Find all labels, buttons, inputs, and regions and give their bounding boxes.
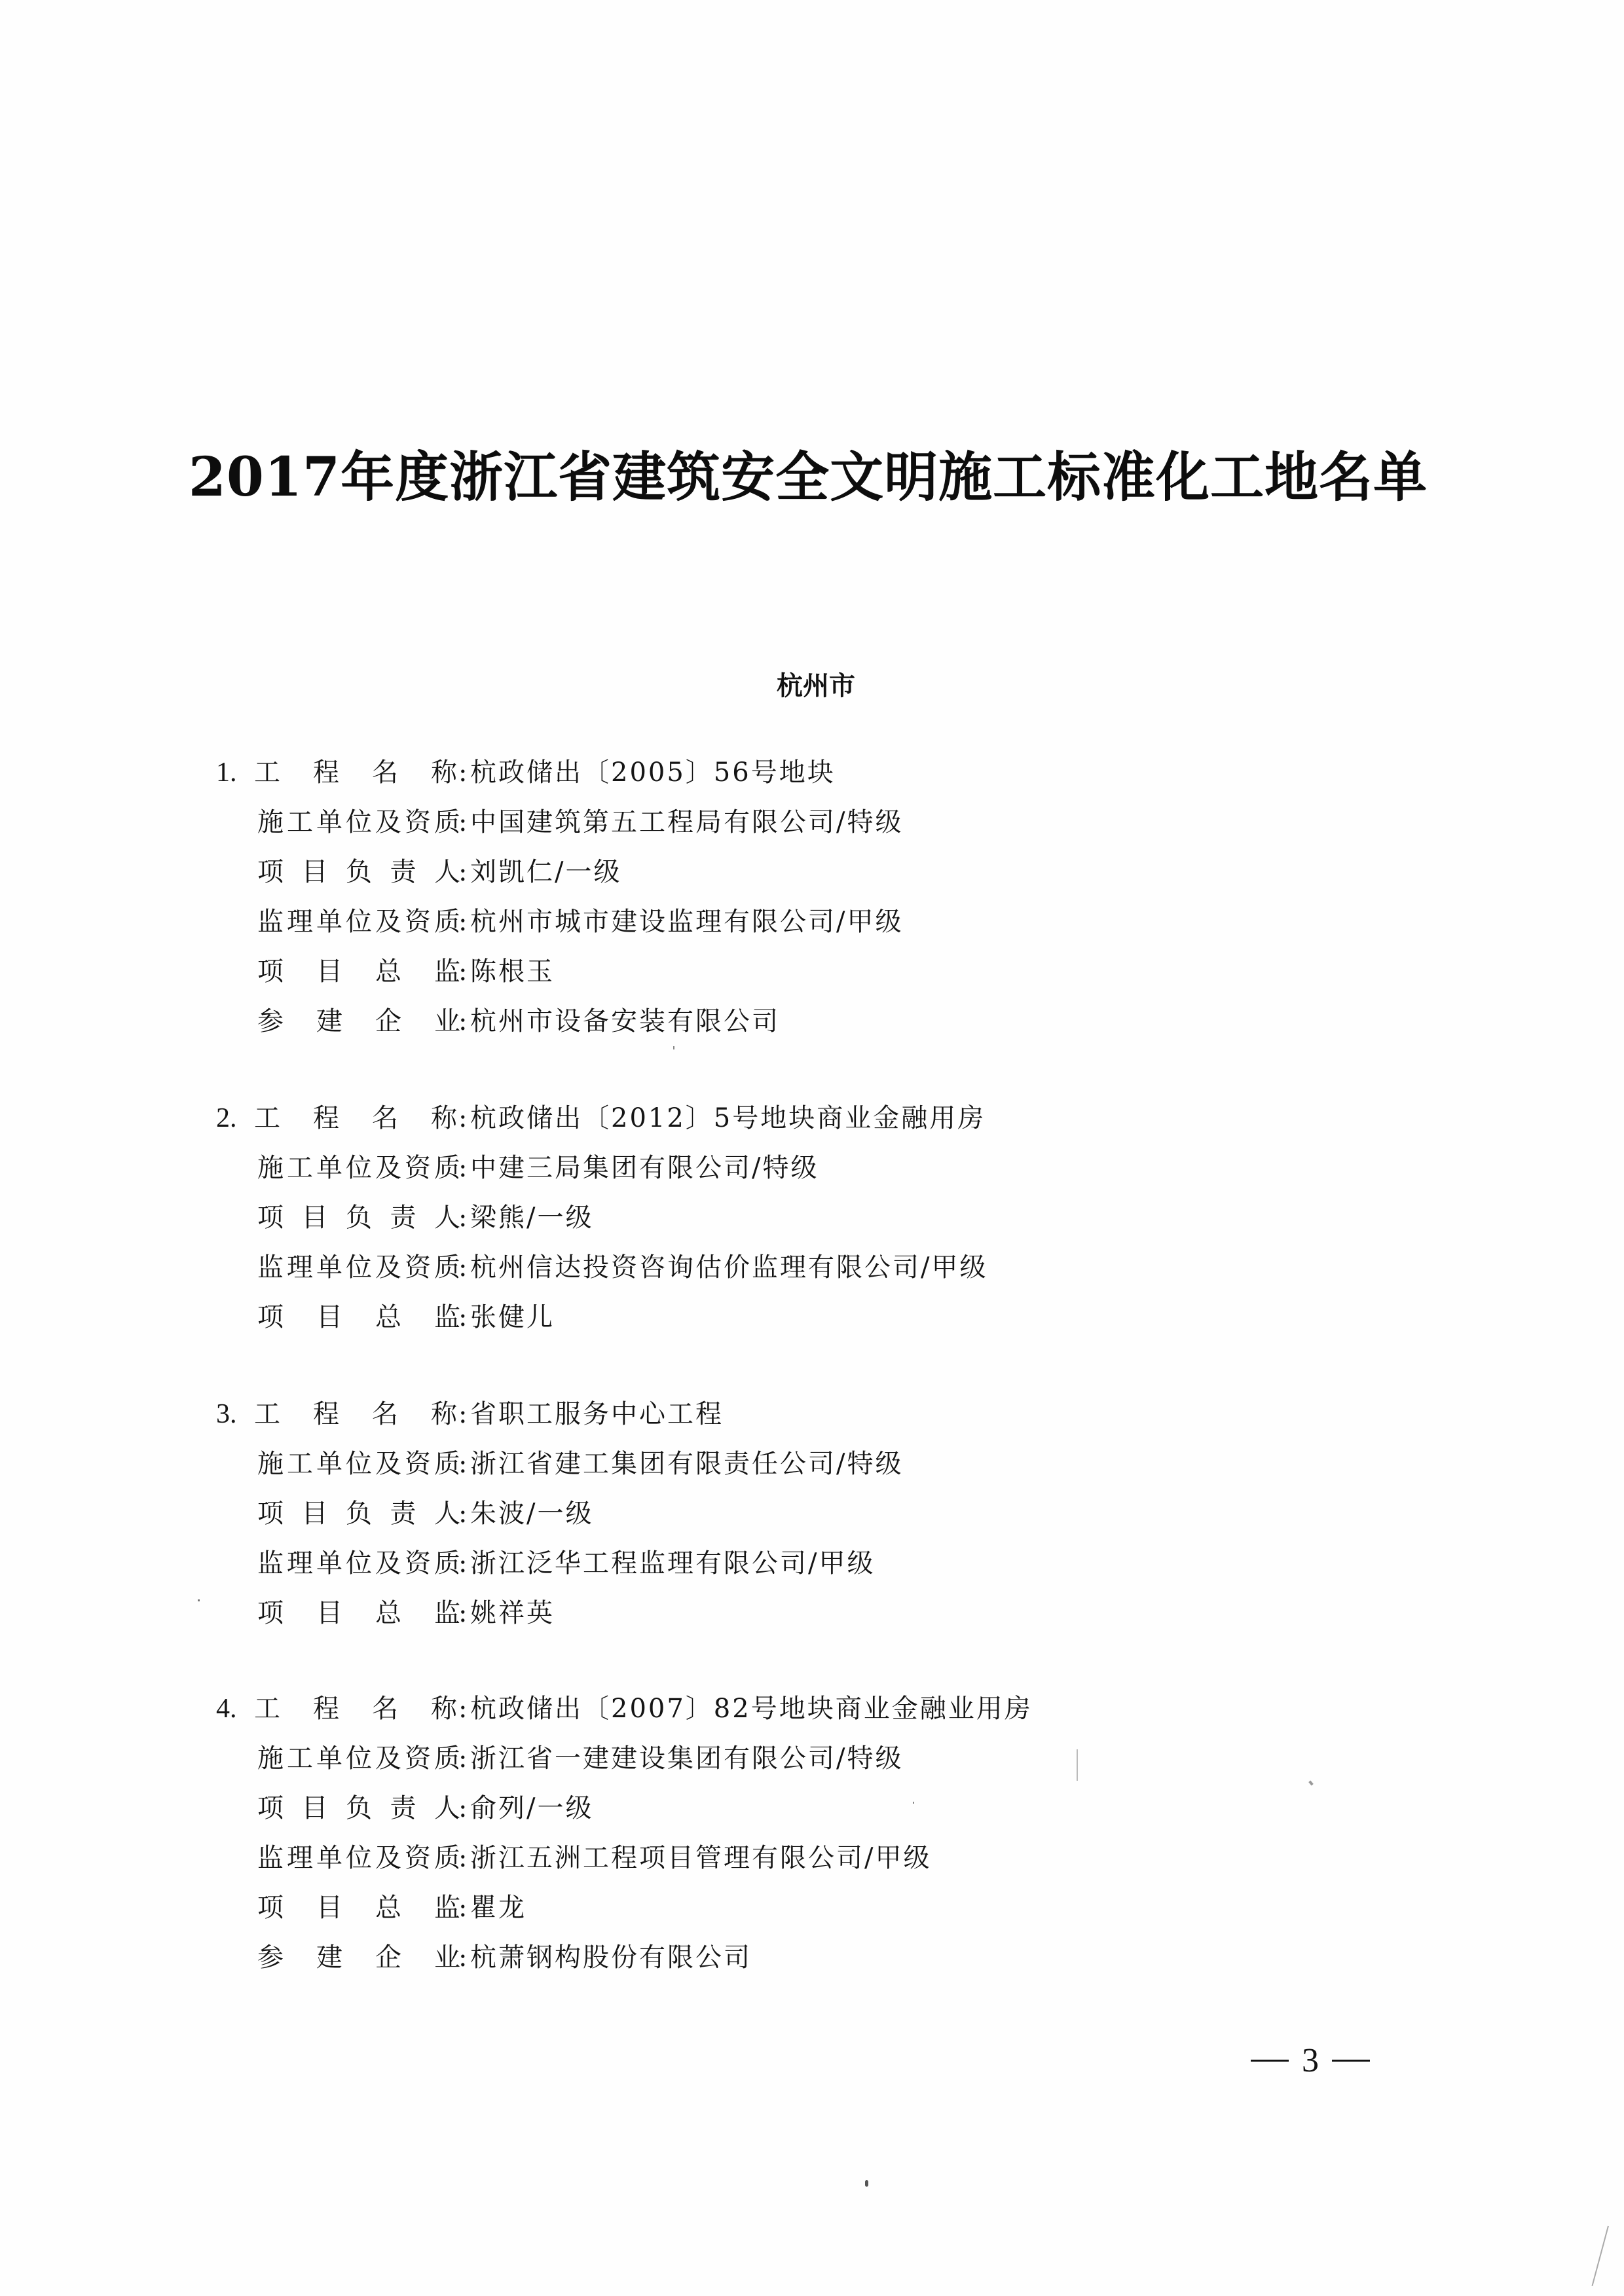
colon: :	[458, 1793, 468, 1823]
colon: :	[458, 807, 468, 837]
chief-supervisor-label: 项 目 总 监	[257, 957, 460, 987]
scan-mark	[198, 1599, 200, 1601]
supervisor-unit-label: 监 理 单 位 及 资 质	[257, 1252, 460, 1283]
project-name-value: 省职工服务中心工程	[470, 1399, 724, 1429]
contractor-label: 施 工 单 位 及 资 质	[257, 807, 460, 837]
colon: :	[458, 1694, 468, 1724]
scan-mark	[1077, 1749, 1078, 1781]
contractor-label: 施 工 单 位 及 资 质	[257, 1153, 460, 1183]
contractor-label: 施 工 单 位 及 资 质	[257, 1449, 460, 1479]
supervisor-unit-label: 监 理 单 位 及 资 质	[257, 1843, 460, 1873]
chief-supervisor-value: 陈根玉	[470, 957, 555, 987]
chief-supervisor-value: 张健儿	[470, 1302, 555, 1332]
colon: :	[458, 1843, 468, 1873]
colon: :	[458, 1598, 468, 1628]
project-name-label: 工 程 名 称	[254, 1399, 457, 1429]
project-name-label: 工 程 名 称	[254, 757, 457, 788]
chief-supervisor-label: 项 目 总 监	[257, 1598, 460, 1628]
participating-company-value: 杭萧钢构股份有限公司	[470, 1942, 752, 1973]
supervisor-unit-label: 监 理 单 位 及 资 质	[257, 1548, 460, 1578]
page-number-value: 3	[1302, 2042, 1319, 2079]
project-manager-value: 梁熊/一级	[470, 1203, 594, 1233]
colon: :	[458, 1302, 468, 1332]
project-manager-label: 项 目 负 责 人	[257, 1203, 460, 1233]
contractor-value: 浙江省一建建设集团有限公司/特级	[470, 1743, 904, 1774]
supervisor-unit-value: 杭州市城市建设监理有限公司/甲级	[470, 907, 904, 937]
project-manager-label: 项 目 负 责 人	[257, 857, 460, 887]
colon: :	[458, 1893, 468, 1923]
colon: :	[458, 1252, 468, 1283]
dash-right	[1332, 2060, 1370, 2062]
colon: :	[458, 1006, 468, 1036]
region-heading: 杭州市	[777, 671, 855, 701]
colon: :	[458, 857, 468, 887]
contractor-label: 施 工 单 位 及 资 质	[257, 1743, 460, 1774]
contractor-value: 中国建筑第五工程局有限公司/特级	[470, 807, 904, 837]
entry-number: 2.	[216, 1103, 237, 1133]
project-manager-value: 俞列/一级	[470, 1793, 594, 1823]
chief-supervisor-value: 姚祥英	[470, 1598, 555, 1628]
scan-mark	[1591, 2226, 1609, 2286]
colon: :	[458, 757, 468, 788]
dash-left	[1251, 2060, 1289, 2062]
project-name-value: 杭政储出〔2007〕82号地块商业金融业用房	[470, 1694, 1033, 1724]
contractor-value: 浙江省建工集团有限责任公司/特级	[470, 1449, 904, 1479]
colon: :	[458, 957, 468, 987]
scan-mark	[913, 1802, 914, 1804]
colon: :	[458, 1499, 468, 1529]
participating-company-value: 杭州市设备安装有限公司	[470, 1006, 780, 1036]
chief-supervisor-value: 瞿龙	[470, 1893, 526, 1923]
scan-mark	[673, 1046, 674, 1049]
colon: :	[458, 1548, 468, 1578]
page-number	[1251, 2041, 1370, 2080]
colon: :	[458, 907, 468, 937]
colon: :	[458, 1399, 468, 1429]
supervisor-unit-value: 浙江五洲工程项目管理有限公司/甲级	[470, 1843, 932, 1873]
colon: :	[458, 1743, 468, 1774]
participating-company-label: 参 建 企 业	[257, 1942, 460, 1973]
colon: :	[458, 1153, 468, 1183]
project-name-label: 工 程 名 称	[254, 1694, 457, 1724]
colon: :	[458, 1942, 468, 1973]
project-manager-value: 朱波/一级	[470, 1499, 594, 1529]
document-title: 2017年度浙江省建筑安全文明施工标准化工地名单	[188, 446, 1428, 509]
participating-company-label: 参 建 企 业	[257, 1006, 460, 1036]
colon: :	[458, 1449, 468, 1479]
chief-supervisor-label: 项 目 总 监	[257, 1893, 460, 1923]
scan-mark	[865, 2180, 868, 2187]
project-manager-value: 刘凯仁/一级	[470, 857, 622, 887]
entry-number: 4.	[216, 1694, 237, 1724]
project-name-label: 工 程 名 称	[254, 1103, 457, 1133]
project-name-value: 杭政储出〔2012〕5号地块商业金融用房	[470, 1103, 986, 1133]
colon: :	[458, 1103, 468, 1133]
project-manager-label: 项 目 负 责 人	[257, 1499, 460, 1529]
supervisor-unit-label: 监 理 单 位 及 资 质	[257, 907, 460, 937]
supervisor-unit-value: 浙江泛华工程监理有限公司/甲级	[470, 1548, 876, 1578]
entry-number: 3.	[216, 1399, 237, 1429]
chief-supervisor-label: 项 目 总 监	[257, 1302, 460, 1332]
supervisor-unit-value: 杭州信达投资咨询估价监理有限公司/甲级	[470, 1252, 988, 1283]
project-name-value: 杭政储出〔2005〕56号地块	[470, 757, 836, 788]
colon: :	[458, 1203, 468, 1233]
contractor-value: 中建三局集团有限公司/特级	[470, 1153, 819, 1183]
entry-number: 1.	[216, 757, 237, 788]
project-manager-label: 项 目 负 责 人	[257, 1793, 460, 1823]
scan-mark	[1308, 1781, 1314, 1786]
